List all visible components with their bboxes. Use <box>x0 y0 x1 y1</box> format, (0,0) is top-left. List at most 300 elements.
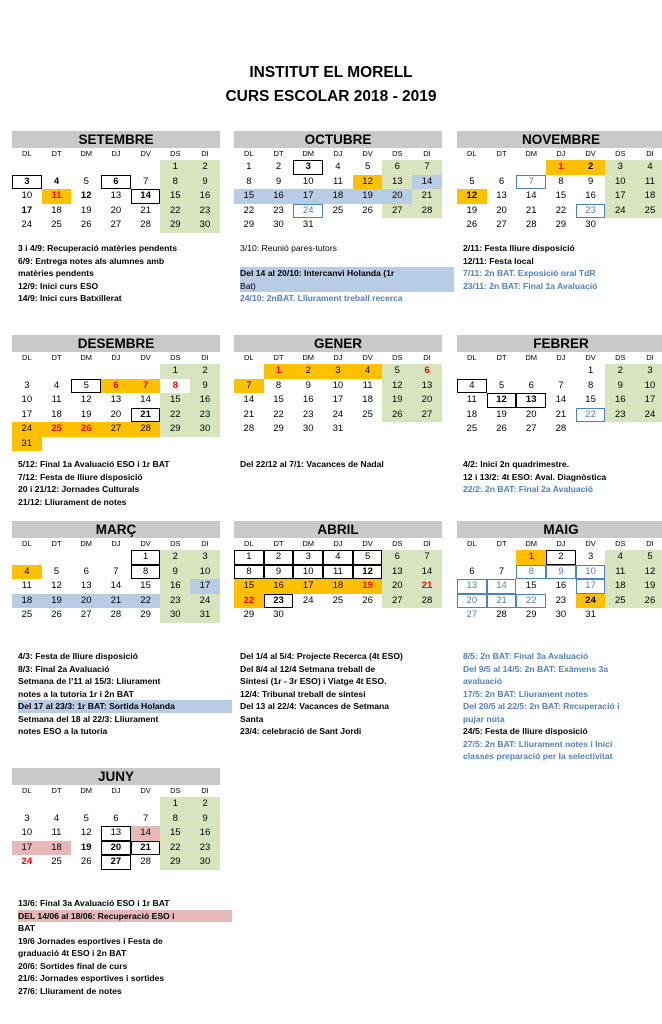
event-note-line <box>240 255 454 268</box>
day-cell: 9 <box>190 175 220 190</box>
day-cell: 12 <box>80 394 92 405</box>
day-cell: 6 <box>528 379 534 391</box>
day-cell: 27 <box>382 594 412 609</box>
week-row <box>12 841 220 856</box>
day-cell: 28 <box>140 856 151 867</box>
day-cell: 13 <box>412 379 442 394</box>
weekday-header-row <box>12 148 220 160</box>
day-cell: 10 <box>293 565 323 580</box>
day-cell: 21 <box>101 594 131 609</box>
weekday-label: DT <box>51 786 62 795</box>
notes-maig <box>463 650 662 763</box>
day-cell: 5 <box>469 175 475 187</box>
week-row <box>234 218 442 233</box>
week-row <box>457 218 662 233</box>
day-cell: 20 <box>110 408 122 420</box>
day-cell: 19 <box>353 189 383 204</box>
weekday-label: DI <box>423 149 431 158</box>
week-row <box>457 608 662 623</box>
day-cell: 10 <box>302 175 314 187</box>
day-cell: 9 <box>264 565 294 580</box>
weekday-label: DT <box>51 149 62 158</box>
day-cell: 12 <box>457 189 487 204</box>
empty-day-cell <box>353 608 383 623</box>
day-cell: 20 <box>101 841 131 856</box>
day-cell: 4 <box>323 550 353 565</box>
weekday-label: DM <box>80 539 93 548</box>
day-cell: 12 <box>353 565 383 580</box>
day-cell: 6 <box>83 565 89 577</box>
day-cell: 23 <box>555 594 567 606</box>
empty-day-cell <box>457 160 487 175</box>
month-header: ABRIL <box>234 521 442 538</box>
week-row <box>12 797 220 812</box>
day-cell: 4 <box>457 379 487 394</box>
event-note-line: Del 13 al 22/4: Vacances de Setmana <box>240 701 390 711</box>
weekday-label: DS <box>392 149 403 158</box>
month-header: DESEMBRE <box>12 335 220 352</box>
day-cell: 26 <box>71 422 101 437</box>
day-cell: 13 <box>516 393 546 408</box>
day-cell: 27 <box>496 219 507 230</box>
event-note-line: Del 8/4 al 12/4 Setmana treball de <box>240 663 376 674</box>
day-cell: 1 <box>160 160 190 175</box>
day-cell: 29 <box>243 609 255 620</box>
day-cell: 30 <box>160 608 190 623</box>
day-cell: 18 <box>466 408 478 420</box>
weekday-label: DV <box>362 353 373 362</box>
weekday-label: DL <box>22 353 32 362</box>
empty-day-cell <box>353 422 383 437</box>
month-gener <box>234 335 442 437</box>
empty-day-cell <box>382 608 412 623</box>
day-cell: 10 <box>332 379 344 391</box>
day-cell: 28 <box>110 609 122 620</box>
day-cell: 26 <box>496 423 507 434</box>
day-cell: 23 <box>605 408 635 423</box>
week-row <box>457 550 662 565</box>
weekday-label: DJ <box>556 353 566 362</box>
day-cell: 6 <box>101 379 131 394</box>
empty-day-cell <box>635 608 662 623</box>
empty-day-cell <box>635 218 662 233</box>
day-cell: 20 <box>496 204 507 216</box>
week-row <box>12 175 220 190</box>
day-cell: 30 <box>585 219 596 230</box>
day-cell: 8 <box>246 175 252 187</box>
day-cell: 10 <box>21 394 33 405</box>
day-cell: 14 <box>555 394 567 405</box>
weekday-label: DI <box>646 539 654 548</box>
event-note-line: 23/4: celebració de Sant Jordi <box>240 726 362 736</box>
week-row <box>12 826 220 841</box>
week-row <box>234 393 442 408</box>
day-cell: 14 <box>412 565 442 580</box>
weekday-header-row <box>457 352 662 364</box>
day-cell: 1 <box>234 550 264 565</box>
empty-day-cell <box>487 364 517 379</box>
week-row <box>457 565 662 580</box>
day-cell: 30 <box>555 609 567 620</box>
week-row <box>12 160 220 175</box>
day-cell: 14 <box>412 175 442 190</box>
day-cell: 8 <box>587 379 594 391</box>
day-cell: 3 <box>293 160 323 175</box>
month-header: GENER <box>234 335 442 352</box>
day-cell: 8 <box>160 812 190 827</box>
day-cell: 15 <box>273 394 284 405</box>
week-row <box>12 204 220 219</box>
empty-day-cell <box>71 160 101 175</box>
notes-octubre <box>240 242 454 305</box>
day-cell: 19 <box>80 841 92 853</box>
day-cell: 8 <box>172 379 178 391</box>
empty-day-cell <box>131 160 161 175</box>
day-cell: 29 <box>243 219 255 230</box>
day-cell: 24 <box>21 219 33 230</box>
week-row <box>12 379 220 394</box>
day-cell: 13 <box>496 190 507 201</box>
day-cell: 9 <box>305 379 311 391</box>
weekday-label: DJ <box>111 539 121 548</box>
day-cell: 17 <box>21 204 33 216</box>
day-cell: 16 <box>264 189 294 204</box>
day-cell: 31 <box>332 423 344 434</box>
event-note-line: 20 i 21/12: Jornades Culturals <box>18 484 140 494</box>
day-cell: 1 <box>546 160 576 175</box>
day-cell: 21 <box>140 204 151 216</box>
day-cell: 25 <box>635 204 662 219</box>
day-cell: 26 <box>635 594 662 609</box>
month-febrer <box>457 335 662 437</box>
empty-day-cell <box>131 797 161 812</box>
empty-day-cell <box>42 364 72 379</box>
day-cell: 24 <box>332 408 344 420</box>
day-cell: 19 <box>353 579 383 594</box>
day-cell: 10 <box>190 565 220 580</box>
week-row <box>12 594 220 609</box>
day-cell: 18 <box>42 841 72 856</box>
week-row <box>12 189 220 204</box>
event-note-line: 6/9: Entrega notes als alumnes amb <box>18 255 165 266</box>
weekday-header-row <box>12 352 220 364</box>
day-cell: 28 <box>555 423 567 434</box>
day-cell: 13 <box>457 579 487 594</box>
notes-gener <box>240 458 454 471</box>
day-cell: 31 <box>12 437 42 452</box>
day-cell: 16 <box>585 190 596 201</box>
month-header: NOVEMBRE <box>457 131 662 148</box>
event-note-line: Del 17 al 23/3: 1r BAT: Sortida Holanda <box>18 700 232 713</box>
empty-day-cell <box>71 364 101 379</box>
week-row <box>457 422 662 437</box>
day-cell: 7 <box>234 379 264 394</box>
day-cell: 17 <box>332 394 344 405</box>
empty-day-cell <box>190 437 220 452</box>
week-row <box>12 364 220 379</box>
day-cell: 7 <box>412 160 442 175</box>
day-cell: 26 <box>362 594 373 606</box>
event-note-line: 12/9: Inici curs ESO <box>18 280 99 291</box>
day-cell: 21 <box>412 579 442 594</box>
day-cell: 24 <box>576 594 606 609</box>
day-cell: 5 <box>53 565 60 577</box>
day-cell: 30 <box>190 422 220 437</box>
weekday-label: DV <box>585 353 596 362</box>
day-cell: 13 <box>382 175 412 190</box>
week-row <box>234 608 442 623</box>
day-cell: 22 <box>516 594 546 609</box>
day-cell: 5 <box>83 175 89 187</box>
weekday-label: DV <box>585 149 596 158</box>
empty-day-cell <box>605 218 635 233</box>
week-row <box>234 408 442 423</box>
day-cell: 17 <box>12 841 42 856</box>
day-cell: 26 <box>80 856 92 867</box>
day-cell: 14 <box>131 826 161 841</box>
day-cell: 27 <box>101 422 131 437</box>
day-cell: 26 <box>382 408 412 423</box>
empty-day-cell <box>323 218 353 233</box>
week-row <box>234 160 442 175</box>
day-cell: 17 <box>605 189 635 204</box>
weekday-label: DM <box>525 353 538 362</box>
week-row <box>234 364 442 379</box>
weekday-label: DJ <box>333 353 343 362</box>
empty-day-cell <box>131 437 161 452</box>
day-cell: 6 <box>101 175 131 190</box>
day-cell: 1 <box>587 365 594 376</box>
day-cell: 29 <box>160 218 190 233</box>
week-row <box>457 175 662 190</box>
weekday-label: DL <box>22 149 32 158</box>
event-note-line: Del 9/5 al 14/5: 2n BAT: Exàmens 3a <box>463 663 609 674</box>
day-cell: 7 <box>113 565 119 577</box>
day-cell: 11 <box>51 394 62 405</box>
event-note-line: BAT <box>18 923 36 933</box>
weekday-header-row <box>234 538 442 550</box>
day-cell: 22 <box>131 594 161 609</box>
weekday-label: DM <box>302 353 315 362</box>
day-cell: 24 <box>635 408 662 423</box>
day-cell: 29 <box>525 609 537 620</box>
weekday-label: DS <box>615 539 626 548</box>
week-row <box>457 594 662 609</box>
event-note-line: 12/11: Festa local <box>463 255 534 266</box>
day-cell: 9 <box>275 175 282 187</box>
day-cell: 25 <box>51 856 62 867</box>
event-note-line: pujar nota <box>463 713 505 724</box>
day-cell: 16 <box>605 393 635 408</box>
month-header: SETEMBRE <box>12 131 220 148</box>
day-cell: 5 <box>635 550 662 565</box>
day-cell: 18 <box>635 189 662 204</box>
day-cell: 27 <box>80 609 92 620</box>
day-cell: 2 <box>275 161 282 172</box>
month-desembre <box>12 335 220 451</box>
day-cell: 12 <box>80 827 92 838</box>
day-cell: 30 <box>302 423 314 434</box>
day-cell: 10 <box>576 565 606 580</box>
day-cell: 25 <box>21 609 33 620</box>
day-cell: 30 <box>190 218 220 233</box>
day-cell: 18 <box>605 579 635 594</box>
empty-day-cell <box>516 364 546 379</box>
day-cell: 5 <box>71 379 101 394</box>
notes-setembre <box>18 242 232 305</box>
day-cell: 9 <box>160 565 190 580</box>
day-cell: 5 <box>364 161 371 172</box>
weekday-label: DM <box>302 149 315 158</box>
day-cell: 15 <box>160 826 190 841</box>
day-cell: 21 <box>487 594 517 609</box>
day-cell: 28 <box>412 594 442 609</box>
weekday-label: DM <box>80 149 93 158</box>
empty-day-cell <box>635 422 662 437</box>
empty-day-cell <box>71 797 101 812</box>
day-cell: 21 <box>131 408 161 423</box>
day-cell: 22 <box>243 204 255 216</box>
weekday-label: DV <box>362 149 373 158</box>
day-cell: 20 <box>412 393 442 408</box>
day-cell: 22 <box>160 408 190 423</box>
notes-marc <box>18 650 232 738</box>
day-cell: 25 <box>605 594 635 609</box>
weekday-header-row <box>234 148 442 160</box>
month-juny <box>12 768 220 870</box>
day-cell: 20 <box>382 189 412 204</box>
weekday-label: DM <box>525 539 538 548</box>
week-row <box>234 594 442 609</box>
day-cell: 16 <box>190 826 220 841</box>
day-cell: 9 <box>587 175 594 187</box>
empty-day-cell <box>160 437 190 452</box>
month-octubre <box>234 131 442 233</box>
month-novembre <box>457 131 662 233</box>
empty-day-cell <box>101 160 131 175</box>
day-cell: 31 <box>302 219 314 230</box>
month-header: MARÇ <box>12 521 220 538</box>
day-cell: 7 <box>142 175 149 187</box>
day-cell: 30 <box>190 855 220 870</box>
day-cell: 17 <box>293 189 323 204</box>
weekday-label: DT <box>496 539 507 548</box>
event-note-line: 5/12: Final 1a Avaluació ESO i 1r BAT <box>18 459 170 469</box>
day-cell: 1 <box>516 550 546 565</box>
day-cell: 18 <box>323 189 353 204</box>
weekday-label: DI <box>423 539 431 548</box>
day-cell: 1 <box>264 364 294 379</box>
empty-day-cell <box>546 364 576 379</box>
day-cell: 11 <box>635 175 662 190</box>
day-cell: 3 <box>605 160 635 175</box>
empty-day-cell <box>576 422 606 437</box>
day-cell: 17 <box>21 408 33 420</box>
day-cell: 23 <box>264 594 294 609</box>
day-cell: 23 <box>576 204 606 219</box>
day-cell: 16 <box>302 394 314 405</box>
weekday-label: DL <box>244 149 254 158</box>
weekday-label: DT <box>496 353 507 362</box>
day-cell: 23 <box>190 841 220 856</box>
month-header: JUNY <box>12 768 220 785</box>
day-cell: 24 <box>605 204 635 219</box>
weekday-label: DS <box>170 353 181 362</box>
day-cell: 24 <box>190 594 220 609</box>
notes-novembre <box>463 242 662 292</box>
day-cell: 4 <box>53 175 60 187</box>
day-cell: 16 <box>555 580 567 591</box>
event-note-line: 24/10: 2nBAT. Lliurament treball recerca <box>240 293 403 303</box>
week-row <box>12 408 220 423</box>
day-cell: 6 <box>113 812 119 824</box>
day-cell: 18 <box>51 408 62 420</box>
day-cell: 29 <box>160 422 190 437</box>
day-cell: 13 <box>101 826 131 841</box>
weekday-label: DV <box>585 539 596 548</box>
event-note-line: matèries pendents <box>18 268 94 278</box>
day-cell: 29 <box>273 423 284 434</box>
event-note-line: 27/5: 2n BAT: Lliurament notes i Inici <box>463 738 613 749</box>
empty-day-cell <box>487 550 517 565</box>
day-cell: 2 <box>576 160 606 175</box>
event-note-line: 21/6: Jornades esportives i sortides <box>18 973 165 983</box>
day-cell: 11 <box>605 565 635 580</box>
event-note-line: Del 20/5 al 22/5: 2n BAT: Recuperació i <box>463 701 620 711</box>
day-cell: 26 <box>51 609 62 620</box>
day-cell: 21 <box>412 189 442 204</box>
day-cell: 23 <box>190 408 220 423</box>
course-year-title: CURS ESCOLAR 2018 - 2019 <box>225 88 437 105</box>
day-cell: 30 <box>273 219 284 230</box>
day-cell: 17 <box>293 579 323 594</box>
week-row <box>457 364 662 379</box>
empty-day-cell <box>42 797 72 812</box>
day-cell: 4 <box>53 379 60 391</box>
event-note-line: 24/5: Festa de lliure disposició <box>463 726 588 736</box>
empty-day-cell <box>605 608 635 623</box>
day-cell: 18 <box>323 579 353 594</box>
day-cell: 12 <box>382 379 412 394</box>
month-setembre <box>12 131 220 233</box>
day-cell: 15 <box>160 393 190 408</box>
event-note-line: notes ESO a la tutoria <box>18 726 108 736</box>
weekday-label: DT <box>496 149 507 158</box>
event-note-line: 8/3: Final 2a Avaluació <box>18 663 110 674</box>
day-cell: 28 <box>243 423 255 434</box>
day-cell: 11 <box>42 189 72 204</box>
weekday-label: DI <box>201 539 209 548</box>
day-cell: 13 <box>110 190 122 201</box>
empty-day-cell <box>516 160 546 175</box>
day-cell: 20 <box>525 408 537 420</box>
weekday-label: DL <box>467 149 477 158</box>
weekday-label: DS <box>392 353 403 362</box>
weekday-label: DJ <box>111 786 121 795</box>
day-cell: 19 <box>496 408 507 420</box>
day-cell: 2 <box>190 797 220 812</box>
weekday-label: DL <box>22 786 32 795</box>
week-row <box>457 204 662 219</box>
day-cell: 3 <box>190 550 220 565</box>
empty-day-cell <box>412 608 442 623</box>
day-cell: 16 <box>190 393 220 408</box>
day-cell: 7 <box>142 812 149 824</box>
week-row <box>12 608 220 623</box>
event-note-line: 20/6: Sortides final de curs <box>18 960 128 971</box>
day-cell: 13 <box>382 565 412 580</box>
day-cell: 25 <box>362 408 373 420</box>
